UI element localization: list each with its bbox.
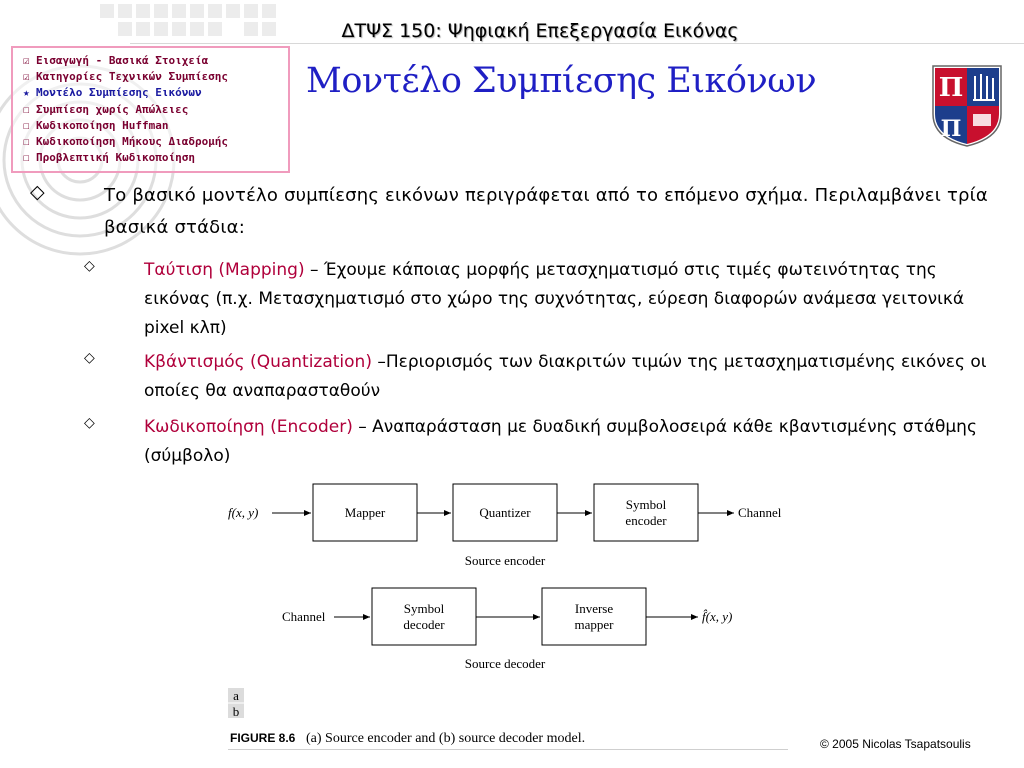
inverse-mapper-label-line2: mapper (574, 617, 614, 632)
term-mapping: Ταύτιση (Mapping) (144, 260, 305, 280)
term-description: – Αναπαράσταση με δυαδική συμβολοσειρά κάθε κβαντισμένης στάθμης (σύμβολο) (144, 417, 977, 466)
term-description: –Περιορισμός των διακριτών τιμών της μετασχηματισμένης εικόνες οι οποίες θα αναπαρασταθούν (144, 352, 987, 401)
slide-title: Μοντέλο Συμπίεσης Εικόνων (306, 61, 817, 101)
toc-item-label: Κωδικοποίηση Huffman (36, 118, 169, 132)
panel-label-b: b (232, 704, 240, 719)
toc-item[interactable] (23, 134, 288, 150)
bullet-diamond-icon: ◇ (84, 415, 95, 431)
toc-item-label: Προβλεπτική Κωδικοποίηση (36, 151, 195, 165)
toc-item[interactable] (23, 53, 288, 69)
header-divider (130, 43, 1024, 44)
inverse-mapper-label-line1: Inverse (574, 601, 614, 616)
quantizer-label: Quantizer (479, 505, 531, 520)
intro-text: Το βασικό μοντέλο συμπίεσης εικόνων περιγράφεται από το επόμενο σχήμα. Περιλαμβάνει τρία βασικά στάδια: (104, 185, 988, 238)
symbol-decoder-label-line1: Symbol (403, 601, 445, 616)
checkbox-checked-icon: ☑ (23, 54, 30, 67)
bullet-diamond-icon: ◇ (30, 181, 45, 203)
bullet-diamond-icon: ◇ (84, 258, 95, 274)
toc-item-label: Μοντέλο Συμπίεσης Εικόνων (36, 86, 202, 100)
block-diagram-figure (222, 476, 802, 751)
checkbox-checked-icon: ☑ (23, 70, 30, 84)
bullet-diamond-icon: ◇ (84, 350, 95, 366)
decoder-input-label: Channel (282, 609, 326, 624)
table-of-contents (11, 46, 290, 173)
term-encoder: Κωδικοποίηση (Encoder) (144, 417, 353, 437)
logo-letter: Π (940, 116, 962, 142)
toc-item[interactable] (23, 102, 288, 118)
mapper-label: Mapper (344, 505, 386, 520)
logo-letter: Π (938, 73, 964, 103)
symbol-encoder-label-line1: Symbol (625, 497, 667, 512)
star-icon: ★ (23, 86, 30, 100)
checkbox-empty-icon: ☐ (23, 151, 30, 165)
decoder-output-label: f̂(x, y) (702, 609, 733, 624)
term-description: – Έχουμε κάποιας μορφής μετασχηματισμό στις τιμές φωτεινότητας της εικόνας (π.χ. Μετασχηματισμό στο χώρο της συχνότητας, εύρεση διαφορών ανάμεσα γειτονικά pixel κλπ) (144, 260, 965, 338)
decoder-caption: Source decoder (464, 656, 546, 671)
term-quantization: Κβάντισμός (Quantization) (144, 352, 372, 372)
copyright-footer: © 2005 Nicolas Tsapatsoulis (820, 737, 971, 751)
figure-divider (228, 749, 788, 750)
symbol-encoder-label-line2: encoder (625, 513, 667, 528)
checkbox-empty-icon: ☐ (23, 118, 30, 132)
toc-item-label: Εισαγωγή - Βασικά Στοιχεία (36, 54, 209, 67)
symbol-decoder-label-line2: decoder (403, 617, 445, 632)
course-title: ΔΤΨΣ 150: Ψηφιακή Επεξεργασία Εικόνας (341, 20, 739, 42)
toc-item[interactable] (23, 69, 288, 85)
university-logo (931, 64, 1003, 148)
toc-item-current[interactable] (23, 85, 288, 101)
toc-item[interactable] (23, 118, 288, 134)
figure-caption-label: FIGURE 8.6 (230, 731, 296, 745)
encoder-caption: Source encoder (464, 553, 546, 568)
encoder-input-label: f(x, y) (228, 505, 259, 520)
toc-item-label: Κατηγορίες Τεχνικών Συμπίεσης (36, 70, 229, 84)
panel-label-a: a (233, 688, 239, 703)
toc-item-label: Συμπίεση χωρίς Απώλειες (36, 102, 189, 116)
encoder-output-label: Channel (738, 505, 782, 520)
checkbox-empty-icon: ☐ (23, 135, 30, 149)
toc-item[interactable] (23, 150, 288, 166)
toc-item-label: Κωδικοποίηση Μήκους Διαδρομής (36, 135, 229, 149)
figure-caption-text: (a) Source encoder and (b) source decoder model. (306, 731, 586, 746)
checkbox-empty-icon: ☐ (23, 102, 30, 116)
